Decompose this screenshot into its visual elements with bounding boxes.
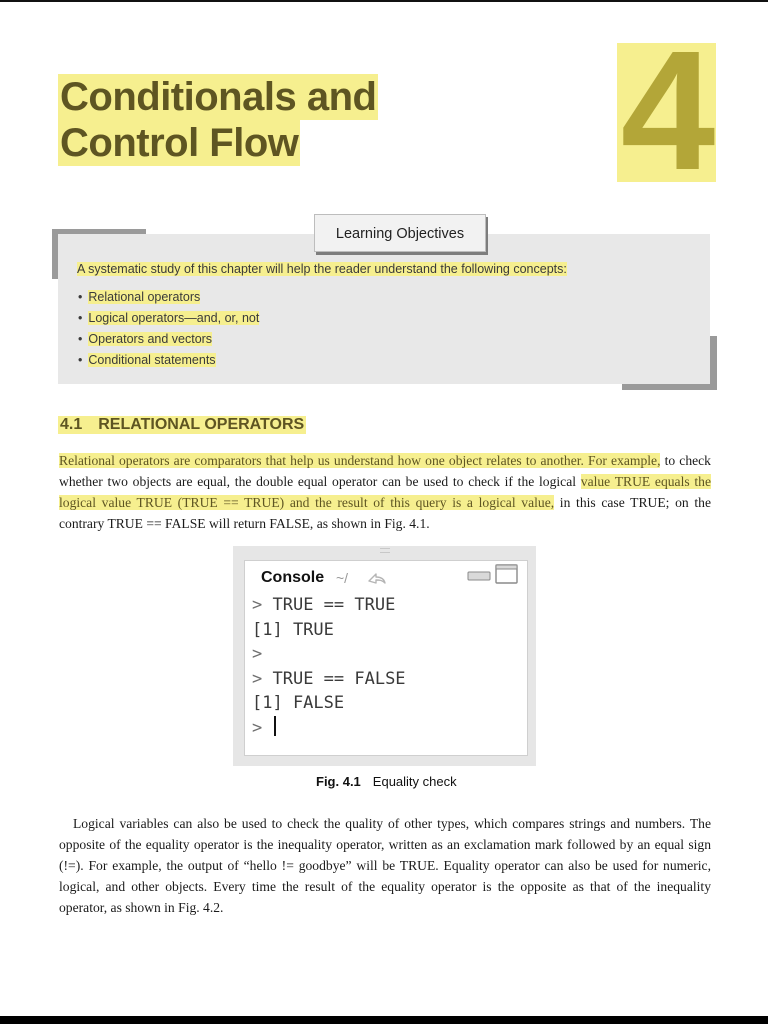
chapter-title bbox=[58, 74, 378, 166]
console-input-line[interactable]: > bbox=[252, 716, 406, 741]
section-heading bbox=[58, 416, 306, 434]
section-title: RELATIONAL OPERATORS bbox=[98, 416, 305, 433]
highlighted-text: Relational operators are comparators that help us understand how one object relates to another. For example, bbox=[59, 453, 661, 468]
highlighted-text: value TRUE equals the logical value TRUE (TRUE == TRUE) and the result of this query is a logical value, bbox=[59, 474, 711, 510]
resize-grip-icon[interactable] bbox=[380, 548, 390, 553]
chapter-title-line-2: Control Flow bbox=[60, 121, 299, 165]
list-item-text: Conditional statements bbox=[88, 353, 216, 367]
list-item: • Conditional statements bbox=[78, 353, 216, 367]
console-line: > TRUE == TRUE bbox=[252, 595, 396, 615]
console-line: [1] TRUE bbox=[252, 619, 334, 640]
minimize-icon[interactable] bbox=[467, 567, 491, 586]
list-item: • Operators and vectors bbox=[78, 332, 213, 346]
figure-caption-text: Equality check bbox=[372, 774, 457, 789]
chapter-number-block bbox=[617, 43, 716, 182]
list-item: • Logical operators—and, or, not bbox=[78, 311, 260, 325]
section-number: 4.1 bbox=[60, 416, 83, 433]
paragraph-relational-operators bbox=[59, 450, 711, 534]
console-path: ~/ bbox=[336, 570, 349, 586]
console-output[interactable] bbox=[252, 593, 406, 741]
learning-objectives-header: Learning Objectives bbox=[314, 214, 486, 252]
list-item-text: Logical operators—and, or, not bbox=[88, 311, 260, 325]
learning-objectives-list bbox=[78, 288, 259, 372]
body-text: in this case TRUE; on the contrary TRUE == FALSE will return FALSE, as shown in Fig. 4.1. bbox=[59, 495, 711, 531]
objectives-corner-bottom bbox=[622, 384, 717, 390]
list-item-text: Operators and vectors bbox=[88, 332, 213, 346]
figure-caption bbox=[316, 774, 457, 789]
text-cursor bbox=[274, 716, 276, 736]
objectives-corner-right bbox=[710, 336, 717, 390]
console-line: [1] FALSE bbox=[252, 693, 345, 714]
maximize-icon[interactable] bbox=[495, 564, 519, 589]
figure-label: Fig. 4.1 bbox=[316, 774, 361, 789]
learning-objectives-intro: A systematic study of this chapter will help the reader understand the following concepts: bbox=[77, 262, 567, 276]
console-line: > TRUE == FALSE bbox=[252, 668, 406, 689]
paragraph-inequality: Logical variables can also be used to check the quality of other types, which compares strings and numbers. The opposite of the equality operator is the inequality operator, written as an exclamation mark followed by an equal sign (!=). For example, the output of “hello != goodbye” will be TRUE. Equality operator can also be used for numeric, logical, and other objects. Every time the result of the equality operator is the opposite as that of the inequality operator, as shown in Fig. 4.2. bbox=[59, 816, 711, 915]
console-nav-icon[interactable] bbox=[366, 568, 388, 591]
bottom-border bbox=[0, 1016, 768, 1024]
top-border bbox=[0, 0, 768, 2]
chapter-title-line-1: Conditionals and bbox=[60, 75, 377, 119]
list-item: • Relational operators bbox=[78, 290, 201, 304]
console-title: Console bbox=[261, 569, 325, 586]
chapter-number: 4 bbox=[620, 43, 716, 182]
list-item-text: Relational operators bbox=[88, 290, 201, 304]
console-line: > bbox=[252, 644, 263, 665]
body-text: to check whether two objects are equal, the double equal operator can be used to check if the logical bbox=[59, 453, 711, 489]
